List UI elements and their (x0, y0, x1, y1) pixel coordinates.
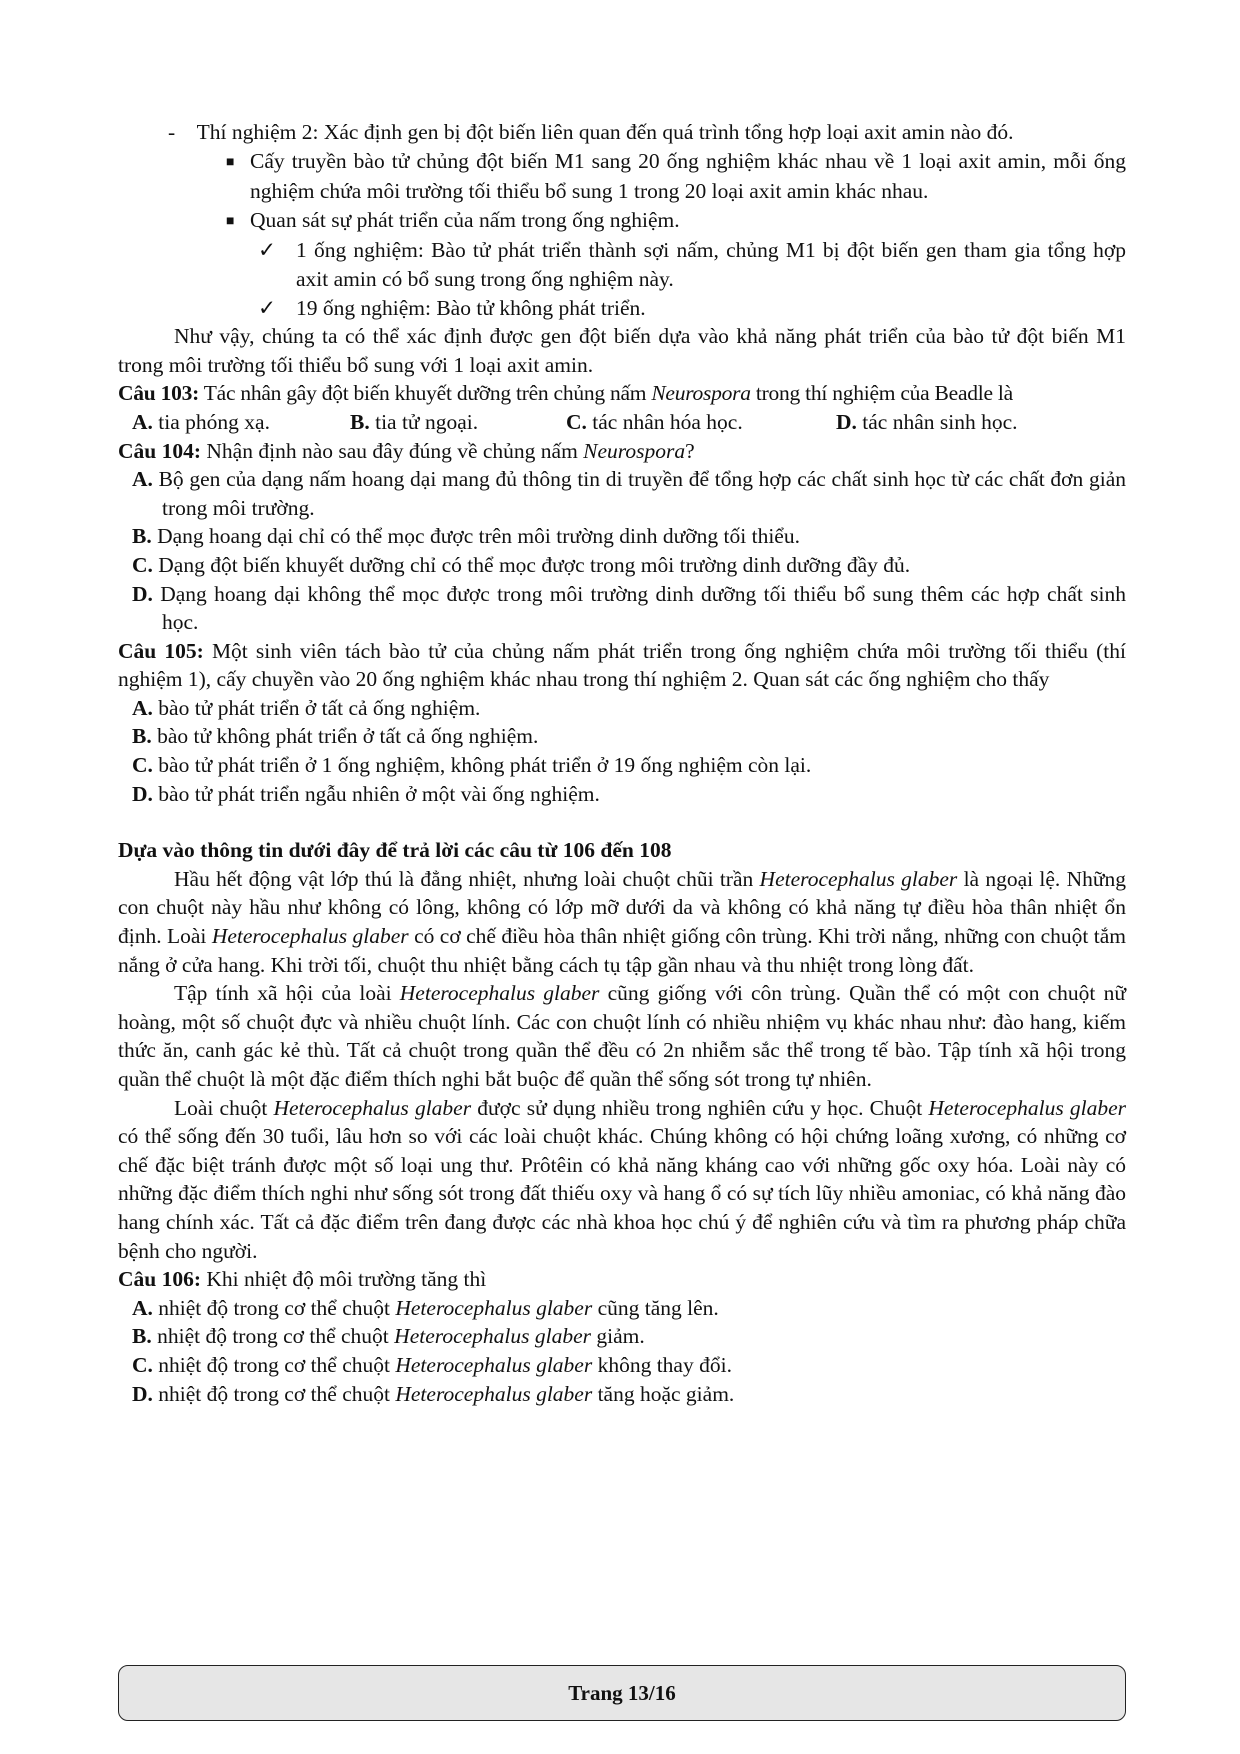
check-text: 1 ống nghiệm: Bào tử phát triển thành sợi nấm, chủng M1 bị đột biến gen tham gia tổng hợp axit amin có bổ sung trong ống nghiệm này. (296, 238, 1126, 291)
option-c (118, 551, 1126, 580)
square-bullet-icon: ■ (226, 154, 235, 170)
bullet-text: Cấy truyền bào tử chủng đột biến M1 sang 20 ống nghiệm khác nhau về 1 loại axit amin, mỗi ống nghiệm chứa môi trường tối thiểu bổ sung 1 trong 20 loại axit amin khác nhau. (250, 148, 1126, 204)
option-text: Dạng đột biến khuyết dưỡng chỉ có thể mọc được trong môi trường dinh dưỡng đầy đủ. (152, 552, 911, 577)
option-text: bào tử phát triển ở tất cả ống nghiệm. (152, 695, 481, 720)
option-text: giảm. (591, 1324, 645, 1349)
option-text: Bộ gen của dạng nấm hoang dại mang đủ thông tin di truyền để tổng hợp các chất sinh học từ các chất đơn giản trong môi trường. (152, 467, 1126, 520)
option-letter: B. (132, 1324, 152, 1349)
option-b (118, 1322, 1126, 1351)
section-heading: Dựa vào thông tin dưới đây để trả lời các câu từ 106 đến 108 (118, 838, 672, 863)
passage-paragraph-1 (118, 865, 1126, 979)
option-letter: D. (132, 781, 153, 806)
option-letter: A. (132, 409, 153, 434)
species-name: Heterocephalus glaber (395, 1295, 593, 1320)
question-text: Tác nhân gây đột biến khuyết dưỡng trên chủng nấm (199, 381, 652, 406)
option-c (118, 1351, 1126, 1380)
checkmark-icon: ✓ (258, 238, 277, 263)
option-d (118, 1380, 1126, 1409)
bullet-text: Quan sát sự phát triển của nấm trong ống nghiệm. (250, 207, 680, 232)
passage-paragraph-2 (118, 979, 1126, 1093)
option-text: không thay đổi. (592, 1352, 732, 1377)
option-letter: A. (132, 695, 153, 720)
option-letter: C. (132, 1352, 153, 1377)
option-b (118, 722, 1126, 751)
option-letter: C. (566, 409, 587, 434)
option-text: nhiệt độ trong cơ thể chuột (151, 1324, 395, 1349)
question-text: trong thí nghiệm của Beadle là (750, 381, 1013, 406)
option-text: tia tử ngoại. (369, 409, 479, 434)
option-d (118, 580, 1126, 637)
question-text: ? (685, 438, 695, 463)
question-label: Câu 104: (118, 438, 202, 463)
question-text: Nhận định nào sau đây đúng về chủng nấm (201, 438, 584, 463)
question-text: Một sinh viên tách bào tử của chủng nấm phát triển trong ống nghiệm chứa môi trường tối thiểu (thí nghiệm 1), cấy chuyền vào 20 ống nghiệm khác nhau trong thí nghiệm 2. Quan sát các ống nghiệm cho thấy (118, 638, 1126, 692)
option-text: bào tử phát triển ở 1 ống nghiệm, không phát triển ở 19 ống nghiệm còn lại. (152, 753, 812, 778)
option-letter: D. (132, 581, 153, 606)
experiment-2-item (118, 118, 1126, 147)
conclusion-paragraph: Như vậy, chúng ta có thể xác định được gen đột biến dựa vào khả năng phát triển của bào tử đột biến M1 trong môi trường tối thiểu bổ sung với 1 loại axit amin. (118, 324, 1126, 377)
question-103 (118, 379, 1126, 408)
checkmark-icon: ✓ (258, 295, 277, 320)
option-text: bào tử không phát triển ở tất cả ống nghiệm. (151, 724, 539, 749)
species-name: Heterocephalus glaber (395, 1381, 593, 1406)
option-text: tác nhân hóa học. (586, 409, 743, 434)
passage-text: Hầu hết động vật lớp thú là đẳng nhiệt, nhưng loài chuột chũi trần (174, 866, 760, 891)
passage-text: Loài chuột (174, 1095, 274, 1120)
option-text: cũng tăng lên. (592, 1295, 719, 1320)
option-letter: B. (350, 409, 370, 434)
option-a (118, 694, 1126, 723)
page-number-label: Trang (568, 1680, 628, 1705)
dash-marker: - (168, 120, 176, 144)
question-105 (118, 637, 1126, 694)
species-name: Heterocephalus glaber (394, 1324, 592, 1349)
question-text: Khi nhiệt độ môi trường tăng thì (201, 1267, 487, 1292)
option-a (118, 465, 1126, 522)
passage-text: có cơ chế điều hòa thân nhiệt giống côn trùng. Khi trời nắng, những con chuột tắm nắng ở cửa hang. Khi trời tối, chuột thu nhiệt bằng cách tụ tập gần nhau và thu nhiệt trong lòng đất. (118, 924, 1127, 977)
option-d (118, 780, 1126, 809)
square-bullet-icon: ■ (226, 213, 235, 229)
page-content (118, 118, 1126, 1408)
bullet-item (118, 147, 1126, 206)
option-text: Dạng hoang dại không thể mọc được trong môi trường dinh dưỡng tối thiểu bổ sung thêm các hợp chất sinh học. (152, 581, 1126, 635)
question-label: Câu 103: (118, 381, 200, 406)
species-name: Heterocephalus glaber (759, 866, 958, 891)
passage-text: là ngoại lệ. Những con chuột này hầu như không có lông, không có lớp mỡ dưới da và không có khả năng tự điều hòa thân nhiệt ổn định. Loài (118, 866, 1126, 949)
question-label: Câu 106: (118, 1267, 202, 1292)
question-106 (118, 1265, 1126, 1294)
species-name: Heterocephalus glaber (399, 981, 600, 1006)
option-b (118, 522, 1126, 551)
check-text: 19 ống nghiệm: Bào tử không phát triển. (296, 295, 646, 320)
question-104 (118, 437, 1126, 466)
passage-paragraph-3 (118, 1094, 1126, 1266)
question-103-options (118, 408, 1126, 437)
option-text: nhiệt độ trong cơ thể chuột (152, 1352, 396, 1377)
species-name: Heterocephalus glaber (928, 1095, 1127, 1120)
option-text: tia phóng xạ. (152, 409, 270, 434)
option-b (350, 408, 566, 437)
passage-text: được sử dụng nhiều trong nghiên cứu y học. Chuột (471, 1095, 929, 1120)
option-a (118, 1294, 1126, 1323)
option-letter: B. (132, 524, 152, 549)
species-name: Heterocephalus glaber (273, 1095, 472, 1120)
option-text: nhiệt độ trong cơ thể chuột (152, 1295, 396, 1320)
passage-text: có thể sống đến 30 tuổi, lâu hơn so với các loài chuột khác. Chúng không có hội chứng loãng xương, có những cơ chế đặc biệt tránh được một số loại ung thư. Prôtêin có khả năng kháng cao với những gốc oxy hóa. Loài này có những đặc điểm thích nghi như sống sót trong đất thiếu oxy và hang ổ có sự tích lũy nhiều amoniac, có khả năng đào hang chính xác. Tất cả đặc điểm trên đang được các nhà khoa học chú ý để nghiên cứu và tìm ra phương pháp chữa bệnh cho người. (118, 1124, 1126, 1263)
page-footer (118, 1665, 1126, 1721)
option-letter: D. (132, 1381, 153, 1406)
italic-term: Neurospora (583, 438, 686, 463)
option-text: tác nhân sinh học. (856, 409, 1018, 434)
passage-text: cũng giống với côn trùng. Quần thể có một con chuột nữ hoàng, một số chuột đực và nhiều chuột lính. Các con chuột lính có nhiều nhiệm vụ khác nhau như: đào hang, kiếm thức ăn, canh gác kẻ thù. Tất cả chuột trong quần thể đều có 2n nhiễm sắc thể trong tế bào. Tập tính xã hội trong quần thể chuột là một đặc điểm thích nghi bắt buộc để quần thể sống sót trong tự nhiên. (118, 981, 1126, 1091)
italic-term: Neurospora (651, 381, 751, 406)
species-name: Heterocephalus glaber (395, 1352, 593, 1377)
option-text: Dạng hoang dại chỉ có thể mọc được trên môi trường dinh dưỡng tối thiểu. (151, 524, 800, 549)
option-letter: B. (132, 724, 152, 749)
passage-text: Tập tính xã hội của loài (174, 981, 400, 1006)
option-letter: C. (132, 552, 153, 577)
option-c (118, 751, 1126, 780)
option-text: nhiệt độ trong cơ thể chuột (152, 1381, 396, 1406)
option-letter: C. (132, 753, 153, 778)
option-text: tăng hoặc giảm. (592, 1381, 735, 1406)
option-letter: D. (836, 409, 857, 434)
option-a (132, 408, 350, 437)
question-label: Câu 105: (118, 638, 204, 663)
bullet-item (118, 206, 1126, 237)
species-name: Heterocephalus glaber (211, 924, 409, 949)
option-letter: A. (132, 1295, 153, 1320)
option-d (836, 408, 1018, 437)
check-item (118, 294, 1126, 323)
option-text: bào tử phát triển ngẫu nhiên ở một vài ống nghiệm. (152, 781, 600, 806)
check-item (118, 236, 1126, 293)
option-letter: A. (132, 467, 153, 492)
option-c (566, 408, 836, 437)
experiment-2-text: Thí nghiệm 2: Xác định gen bị đột biến liên quan đến quá trình tổng hợp loại axit amin nào đó. (196, 120, 1014, 144)
page-number: 13/16 (627, 1680, 676, 1705)
